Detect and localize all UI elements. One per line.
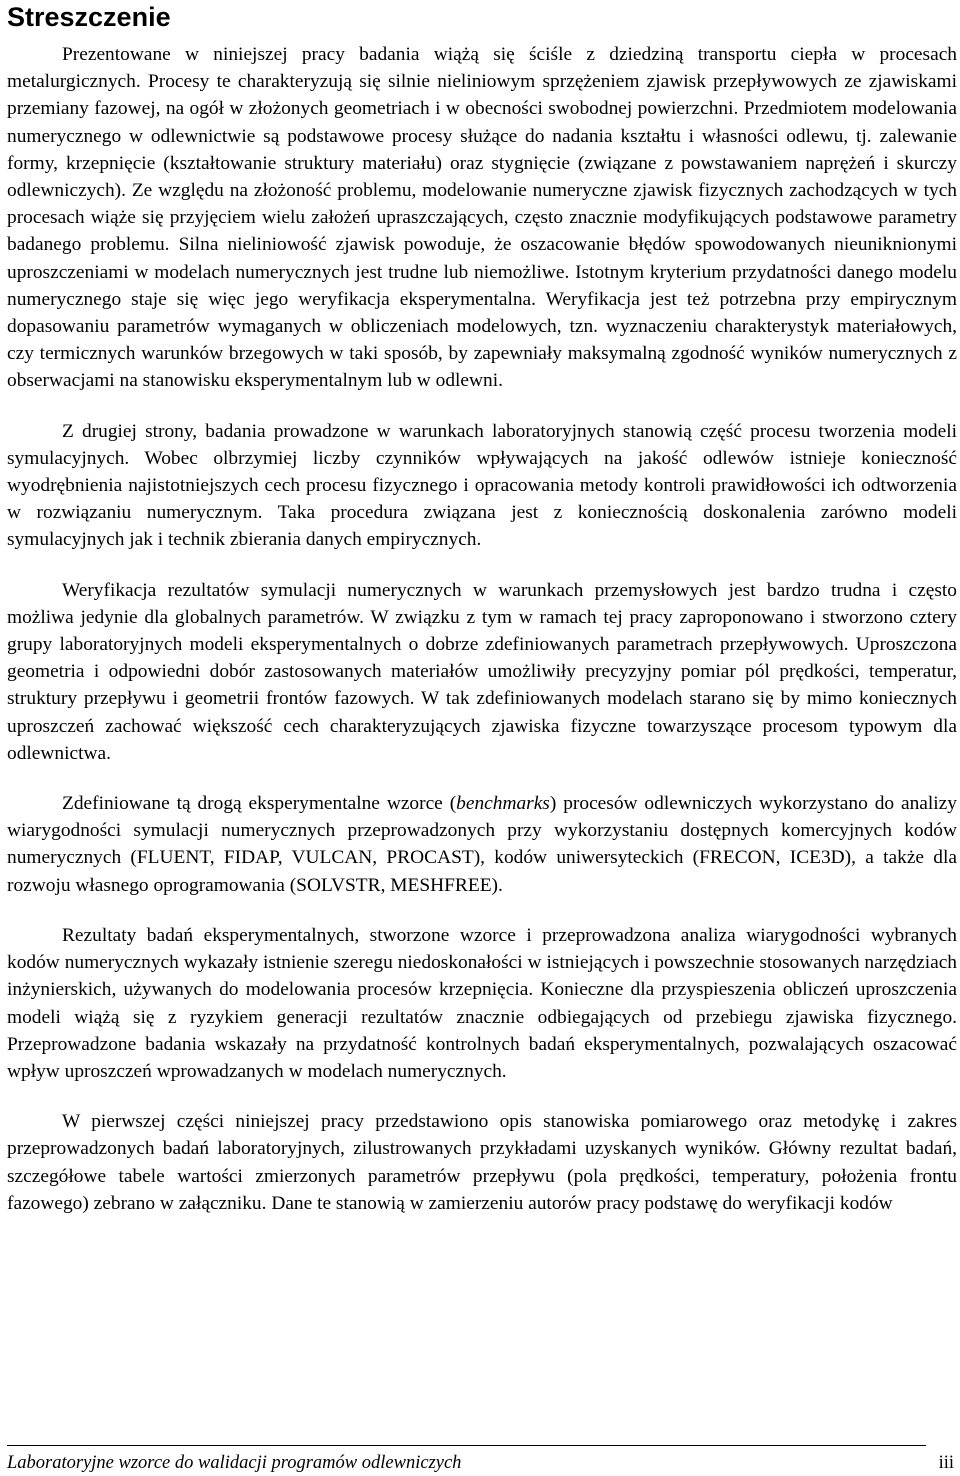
- paragraph-5: Rezultaty badań eksperymentalnych, stworzone wzorce i przeprowadzona analiza wiarygodności wybranych kodów numerycznych wykazały istnienie szeregu niedoskonałości w istniejących i powszechnie stosowanych narzędziach inżynierskich, używanych do modelowania procesów krzepnięcia. Konieczne dla przyspieszenia obliczeń uproszczenia modeli wiążą się z ryzykiem generacji rezultatów znacznie odbiegających od przebiegu zjawiska fizycznego. Przeprowadzone badania wskazały na przydatność kontrolnych badań eksperymentalnych, pozwalających oszacować wpływ uproszczeń wprowadzanych w modelach numerycznych.: [7, 924, 957, 1082]
- paragraph-4-italic-term: benchmarks: [456, 793, 550, 815]
- paragraph-4: [7, 790, 957, 899]
- paragraph-2: Z drugiej strony, badania prowadzone w warunkach laboratoryjnych stanowią część procesu tworzenia modeli symulacyjnych. Wobec olbrzymiej liczby czynników wpływających na jakość odlewów istnieje konieczność wyodrębnienia najistotniejszych cech procesu fizycznego i opracowania metody kontroli prawidłowości ich odtworzenia w rozwiązaniu numerycznym. Taka procedura związana jest z koniecznością doskonalenia zarówno modeli symulacyjnych jak i technik zbierania danych empirycznych.: [7, 420, 957, 551]
- paragraph-6: W pierwszej części niniejszej pracy przedstawiono opis stanowiska pomiarowego oraz metodykę i zakres przeprowadzonych badań laboratoryjnych, zilustrowanych przykładami uzyskanych wyników. Główny rezultat badań, szczegółowe tabele wartości zmierzonych parametrów przepływu (pola prędkości, temperatury, położenia frontu fazowego) zebrano w załączniku. Dane te stanowią w zamierzeniu autorów pracy podstawę do weryfikacji kodów: [7, 1111, 957, 1214]
- footer-divider: [7, 1445, 926, 1446]
- footer-title: Laboratoryjne wzorce do walidacji programów odlewniczych: [7, 1453, 462, 1473]
- page-number: iii: [938, 1453, 954, 1473]
- section-heading: Streszczenie: [7, 2, 171, 32]
- document-page: [7, 0, 957, 1217]
- paragraph-4-text-after: ) procesów odlewniczych wykorzystano do analizy wiarygodności symulacji numerycznych przeprowadzonych przy wykorzystaniu dostępnych komercyjnych kodów numerycznych (FLUENT, FIDAP, VULCAN, PROCAST), kodów uniwersyteckich (FRECON, ICE3D), a także dla rozwoju własnego oprogramowania (SOLVSTR, MESHFREE).: [7, 793, 957, 896]
- paragraph-1: Prezentowane w niniejszej pracy badania wiążą się ściśle z dziedziną transportu ciepła w procesach metalurgicznych. Procesy te charakteryzują się silnie nieliniowym sprzężeniem zjawisk przepływowych ze zjawiskami przemiany fazowej, na ogół w złożonych geometriach i w obecności swobodnej powierzchni. Przedmiotem modelowania numerycznego w odlewnictwie są podstawowe procesy służące do nadania kształtu i własności odlewu, tj. zalewanie formy, krzepnięcie (kształtowanie struktury materiału) oraz stygnięcie (związane z powstawaniem naprężeń i skurczy odlewniczych). Ze względu na złożoność problemu, modelowanie numeryczne zjawisk fizycznych zachodzących w tych procesach wiąże się przyjęciem wielu założeń upraszczających, często znacznie modyfikujących podstawowe parametry badanego problemu. Silna nieliniowość zjawisk powoduje, że oszacowanie błędów spowodowanych nieuniknionymi uproszczeniami w modelach numerycznych jest trudne lub niemożliwe. Istotnym kryterium przydatności danego modelu numerycznego staje się więc jego weryfikacja eksperymentalna. Weryfikacja jest też potrzebna przy empirycznym dopasowaniu parametrów wymaganych w obliczeniach modelowych, tzn. wyznaczeniu charakterystyk materiałowych, czy termicznych warunków brzegowych w taki sposób, by zapewniały maksymalną zgodność wyników numerycznych z obserwacjami na stanowisku eksperymentalnym lub w odlewni.: [7, 44, 957, 392]
- paragraph-3: Weryfikacja rezultatów symulacji numerycznych w warunkach przemysłowych jest bardzo trudna i często możliwa jedynie dla globalnych parametrów. W związku z tym w ramach tej pracy zaproponowano i stworzono cztery grupy laboratoryjnych modeli eksperymentalnych o dobrze zdefiniowanych parametrach przepływowych. Uproszczona geometria i odpowiedni dobór zastosowanych materiałów umożliwiły precyzyjny pomiar pól prędkości, temperatur, struktury przepływu i geometrii frontów fazowych. W tak zdefiniowanych modelach starano się by mimo koniecznych uproszczeń zachować większość cech charakteryzujących zjawiska fizyczne towarzyszące procesom typowym dla odlewnictwa.: [7, 579, 957, 764]
- paragraph-4-text-before: Zdefiniowane tą drogą eksperymentalne wzorce (: [62, 793, 457, 815]
